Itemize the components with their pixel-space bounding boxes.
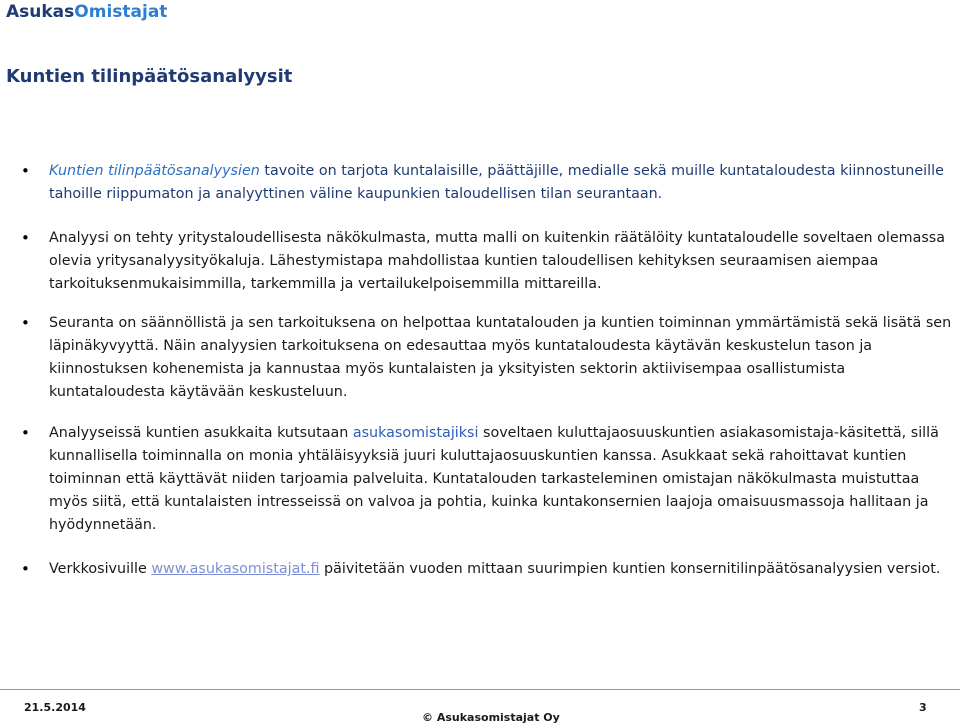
footer-date: 21.5.2014 — [24, 701, 86, 714]
bullet-website — [21, 558, 956, 581]
bullet-list — [21, 160, 956, 581]
bullet-monitoring: • Seuranta on säännöllistä ja sen tarkoituksena on helpottaa kuntatalouden ja kuntien toiminnan ymmärtämistä sekä lisätä sen läpinäkyvyyttä. Näin analyysien tarkoituksena on edesauttaa myös kuntataloudesta käytävän keskustelun tason ja kiinnostuksen kohenemista ja kannustaa myös kuntalaisten ja yksityisten sektorin aktiivisempaa osallistumista kuntataloudesta käytävään keskusteluun. — [21, 312, 956, 404]
logo-part-omistajat: Omistajat — [74, 2, 168, 22]
bullet-analysis: • Analyysi on tehty yritystaloudellisesta näkökulmasta, mutta malli on kuitenkin räätälöity kuntataloudelle soveltaen olemassa olevia yritysanalyysityökaluja. Lähestymistapa mahdollistaa kuntien taloudellisen kehityksen seuraamisen aiempaa tarkoituksenmukaisimmilla, tarkemmilla ja vertailukelpoisemmilla mittareilla. — [21, 227, 956, 296]
logo — [6, 2, 167, 22]
logo-part-asukas: Asukas — [6, 2, 75, 22]
bullet-website-text-before: Verkkosivuille — [49, 561, 152, 577]
page-title: Kuntien tilinpäätösanalyysit — [6, 66, 293, 87]
highlight-asukasomistajiksi: asukasomistajiksi — [352, 425, 479, 441]
footer-divider — [0, 689, 960, 690]
bullet-resident-owners-text-after: soveltaen kuluttajaosuuskuntien asiakasomistaja-käsitettä, sillä kunnallisella toiminnalla on monia yhtäläisyyksiä juuri kuluttajaosuuskuntien kanssa. Asukkaat sekä rahoittavat kuntien toiminnan että käyttävät niiden tarjoamia palveluita. Kuntatalouden tarkasteleminen omistajan näkökulmasta muistuttaa myös siitä, että kuntalaisten intresseissä on valvoa ja pohtia, kuinka kuntakonsernien laajoja omaisuusmassoja hallitaan ja hyödynnetään. — [49, 425, 939, 533]
footer-copyright: © Asukasomistajat Oy — [422, 711, 560, 724]
bullet-resident-owners — [21, 422, 956, 537]
bullet-resident-owners-text-before: Analyyseissä kuntien asukkaita kutsutaan — [49, 425, 353, 441]
bullet-purpose — [21, 160, 956, 206]
bullet-purpose-emphasis: Kuntien tilinpäätösanalyysien — [49, 163, 260, 179]
bullet-purpose-text: tavoite on tarjota kuntalaisille, päättäjille, medialle sekä muille kuntataloudesta kiinnostuneille tahoille riippumaton ja analyyttinen väline kaupunkien taloudellisen tilan seurantaan. — [49, 163, 944, 202]
website-link[interactable]: www.asukasomistajat.fi — [151, 561, 320, 577]
bullet-website-text-after: päivitetään vuoden mittaan suurimpien kuntien konsernitilinpäätösanalyysien versiot. — [319, 561, 941, 577]
footer-page-number: 3 — [919, 701, 927, 714]
